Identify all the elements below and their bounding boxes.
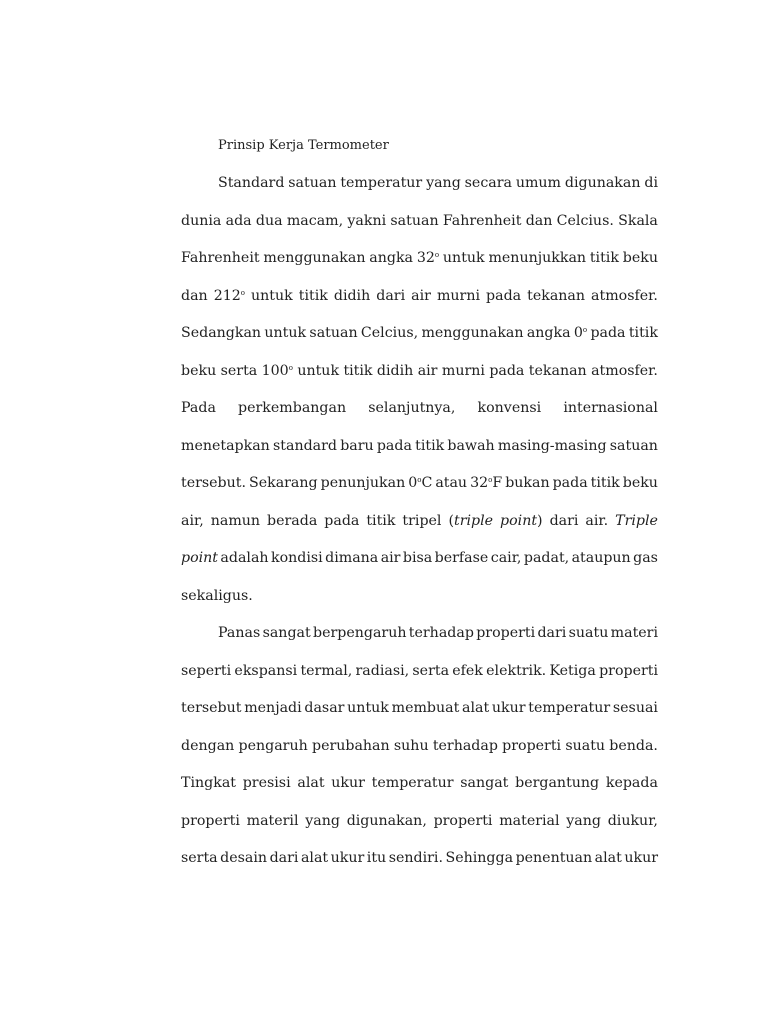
text-line: Standard satuan temperatur yang secara umum digunakan di <box>218 175 658 191</box>
text-line: dunia ada dua macam, yakni satuan Fahrenheit dan Celcius. Skala <box>181 212 658 229</box>
text-line: beku serta 100$^o$ untuk titik didih air murni pada tekanan atmosfer. <box>181 362 658 379</box>
body-text <box>181 170 658 883</box>
text-line: Pada perkembangan selanjutnya, konvensi internasional <box>181 400 658 416</box>
section-heading: Prinsip Kerja Termometer <box>218 138 389 153</box>
text-line: Sedangkan untuk satuan Celcius, menggunakan angka 0$^o$ pada titik <box>181 325 658 341</box>
text-line: sekaligus. <box>181 587 253 604</box>
text-line: tersebut. Sekarang penunjukan 0$^o$C atau 32$^o$F bukan pada titik beku <box>181 475 658 491</box>
paragraph-1 <box>181 170 658 620</box>
text-line: Tingkat presisi alat ukur temperatur sangat bergantung kepada <box>181 775 658 791</box>
text-line: serta desain dari alat ukur itu sendiri. Sehingga penentuan alat ukur <box>181 850 658 866</box>
text-line: dan 212$^o$ untuk titik didih dari air murni pada tekanan atmosfer. <box>181 287 658 304</box>
text-line: Panas sangat berpengaruh terhadap properti dari suatu materi <box>218 625 658 641</box>
text-line: dengan pengaruh perubahan suhu terhadap properti suatu benda. <box>181 737 658 754</box>
text-line: air, namun berada pada titik tripel (triple point) dari air. Triple <box>181 512 658 529</box>
paragraph-2 <box>181 620 658 883</box>
text-line: point adalah kondisi dimana air bisa berfase cair, padat, ataupun gas <box>181 550 658 566</box>
text-line: seperti ekspansi termal, radiasi, serta efek elektrik. Ketiga properti <box>181 662 658 679</box>
text-line: properti materil yang digunakan, properti material yang diukur, <box>181 812 658 829</box>
text-line: menetapkan standard baru pada titik bawah masing-masing satuan <box>181 437 658 454</box>
text-line: Fahrenheit menggunakan angka 32$^o$ untuk menunjukkan titik beku <box>181 250 658 266</box>
text-line: tersebut menjadi dasar untuk membuat alat ukur temperatur sesuai <box>181 700 658 716</box>
